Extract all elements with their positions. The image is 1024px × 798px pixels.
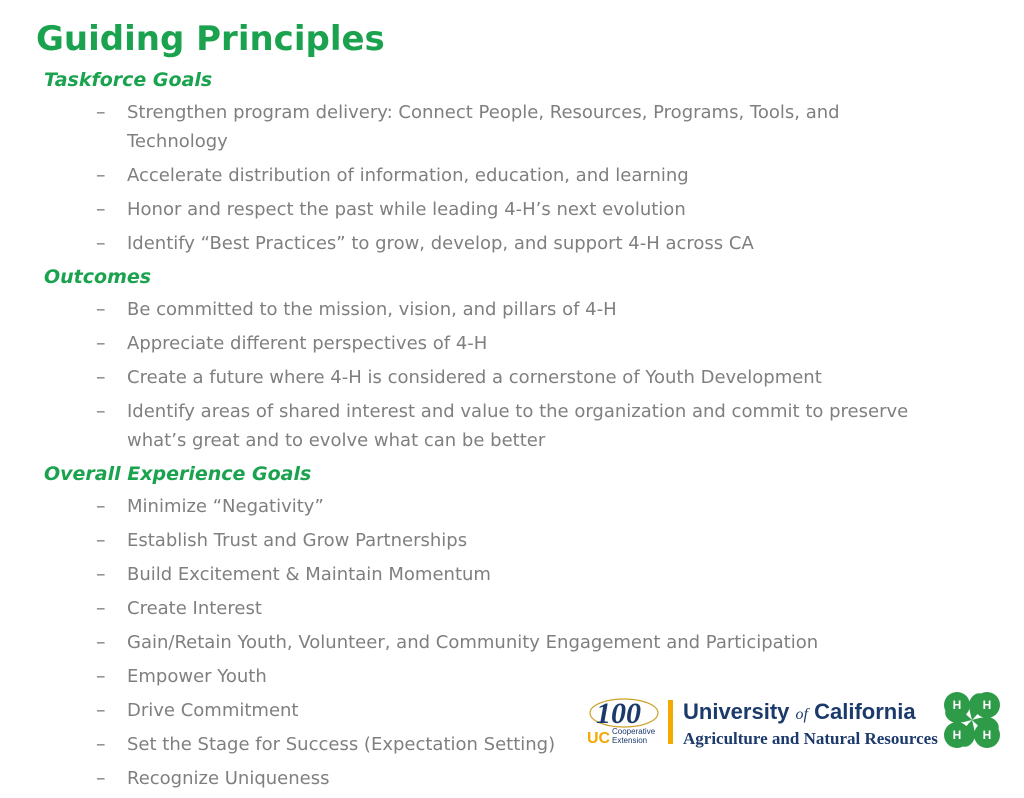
slide-content: [44, 66, 944, 798]
centennial-uc: UC: [587, 730, 611, 747]
list-item-text: Empower Youth: [127, 666, 267, 687]
bullet-dash: –: [96, 495, 106, 517]
list-item: [44, 526, 917, 555]
bullet-dash: –: [96, 665, 106, 687]
bullet-dash: –: [96, 232, 106, 254]
bullet-dash: –: [96, 101, 106, 123]
list-item: [44, 363, 917, 392]
list-item-text: Honor and respect the past while leading 4-H’s next evolution: [127, 199, 686, 220]
centennial-number: 100: [596, 697, 641, 730]
list-item-text: Recognize Uniqueness: [127, 768, 330, 789]
list-item-text: Establish Trust and Grow Partnerships: [127, 530, 468, 551]
bullet-dash: –: [96, 332, 106, 354]
bullet-dash: –: [96, 366, 106, 388]
uc-name: [683, 699, 938, 728]
logo-divider-bar: [668, 700, 673, 744]
section-heading-overall-experience-goals: Overall Experience Goals: [44, 463, 312, 485]
uc-division: Agriculture and Natural Resources: [683, 729, 938, 748]
list-item: [44, 329, 917, 358]
list-item-text: Be committed to the mission, vision, and pillars of 4-H: [127, 299, 617, 320]
list-item: [44, 628, 917, 657]
list-item-text: Minimize “Negativity”: [127, 496, 324, 517]
list-item-text: Strengthen program delivery: Connect People, Resources, Programs, Tools, and Technology: [127, 102, 840, 152]
centennial-line2: Extension: [612, 736, 648, 745]
bullet-dash: –: [96, 563, 106, 585]
list-item-text: Create a future where 4-H is considered a cornerstone of Youth Development: [127, 367, 822, 388]
uc-name-of: of: [795, 706, 808, 723]
uc-name-part1: University: [683, 699, 790, 724]
list-item: [44, 98, 917, 156]
clover-letter-2: H: [982, 698, 992, 712]
list-item: [44, 295, 917, 324]
uc-name-part2: California: [814, 699, 916, 724]
bullet-dash: –: [96, 198, 106, 220]
page-title: Guiding Principles: [36, 19, 385, 59]
list-item-text: Identify areas of shared interest and value to the organization and commit to preserve what’s great and to evolve what can be better: [127, 401, 909, 451]
bullet-dash: –: [96, 699, 106, 721]
centennial-line1: Cooperative: [612, 727, 656, 736]
bullet-dash: –: [96, 767, 106, 789]
bullet-dash: –: [96, 597, 106, 619]
list-item: [44, 662, 917, 691]
bullet-dash: –: [96, 631, 106, 653]
uc-anr-logo: [683, 699, 938, 750]
list-item: [44, 195, 917, 224]
list-item-text: Appreciate different perspectives of 4-H: [127, 333, 488, 354]
list-item-text: Build Excitement & Maintain Momentum: [127, 564, 491, 585]
list-item: [44, 492, 917, 521]
bullet-dash: –: [96, 298, 106, 320]
clover-letter-3: H: [952, 728, 962, 742]
list-item: [44, 229, 917, 258]
list-item: [44, 594, 917, 623]
bullet-list-taskforce-goals: [44, 98, 944, 258]
section-heading-outcomes: Outcomes: [44, 266, 152, 288]
list-item-text: Set the Stage for Success (Expectation Setting): [127, 734, 556, 755]
four-h-clover-icon: [940, 688, 1004, 752]
list-item: [44, 397, 917, 455]
clover-letter-4: H: [982, 728, 992, 742]
list-item-text: Drive Commitment: [127, 700, 299, 721]
list-item: [44, 764, 917, 793]
list-item-text: Accelerate distribution of information, education, and learning: [127, 165, 689, 186]
clover-letter-1: H: [952, 698, 962, 712]
uc-cooperative-extension-100-logo: [586, 693, 662, 745]
list-item-text: Gain/Retain Youth, Volunteer, and Community Engagement and Participation: [127, 632, 819, 653]
list-item-text: Create Interest: [127, 598, 262, 619]
bullet-list-outcomes: [44, 295, 944, 455]
bullet-dash: –: [96, 529, 106, 551]
list-item: [44, 161, 917, 190]
bullet-dash: –: [96, 164, 106, 186]
bullet-dash: –: [96, 733, 106, 755]
list-item-text: Identify “Best Practices” to grow, develop, and support 4-H across CA: [127, 233, 754, 254]
section-heading-taskforce-goals: Taskforce Goals: [44, 69, 213, 91]
bullet-dash: –: [96, 400, 106, 422]
list-item: [44, 560, 917, 589]
